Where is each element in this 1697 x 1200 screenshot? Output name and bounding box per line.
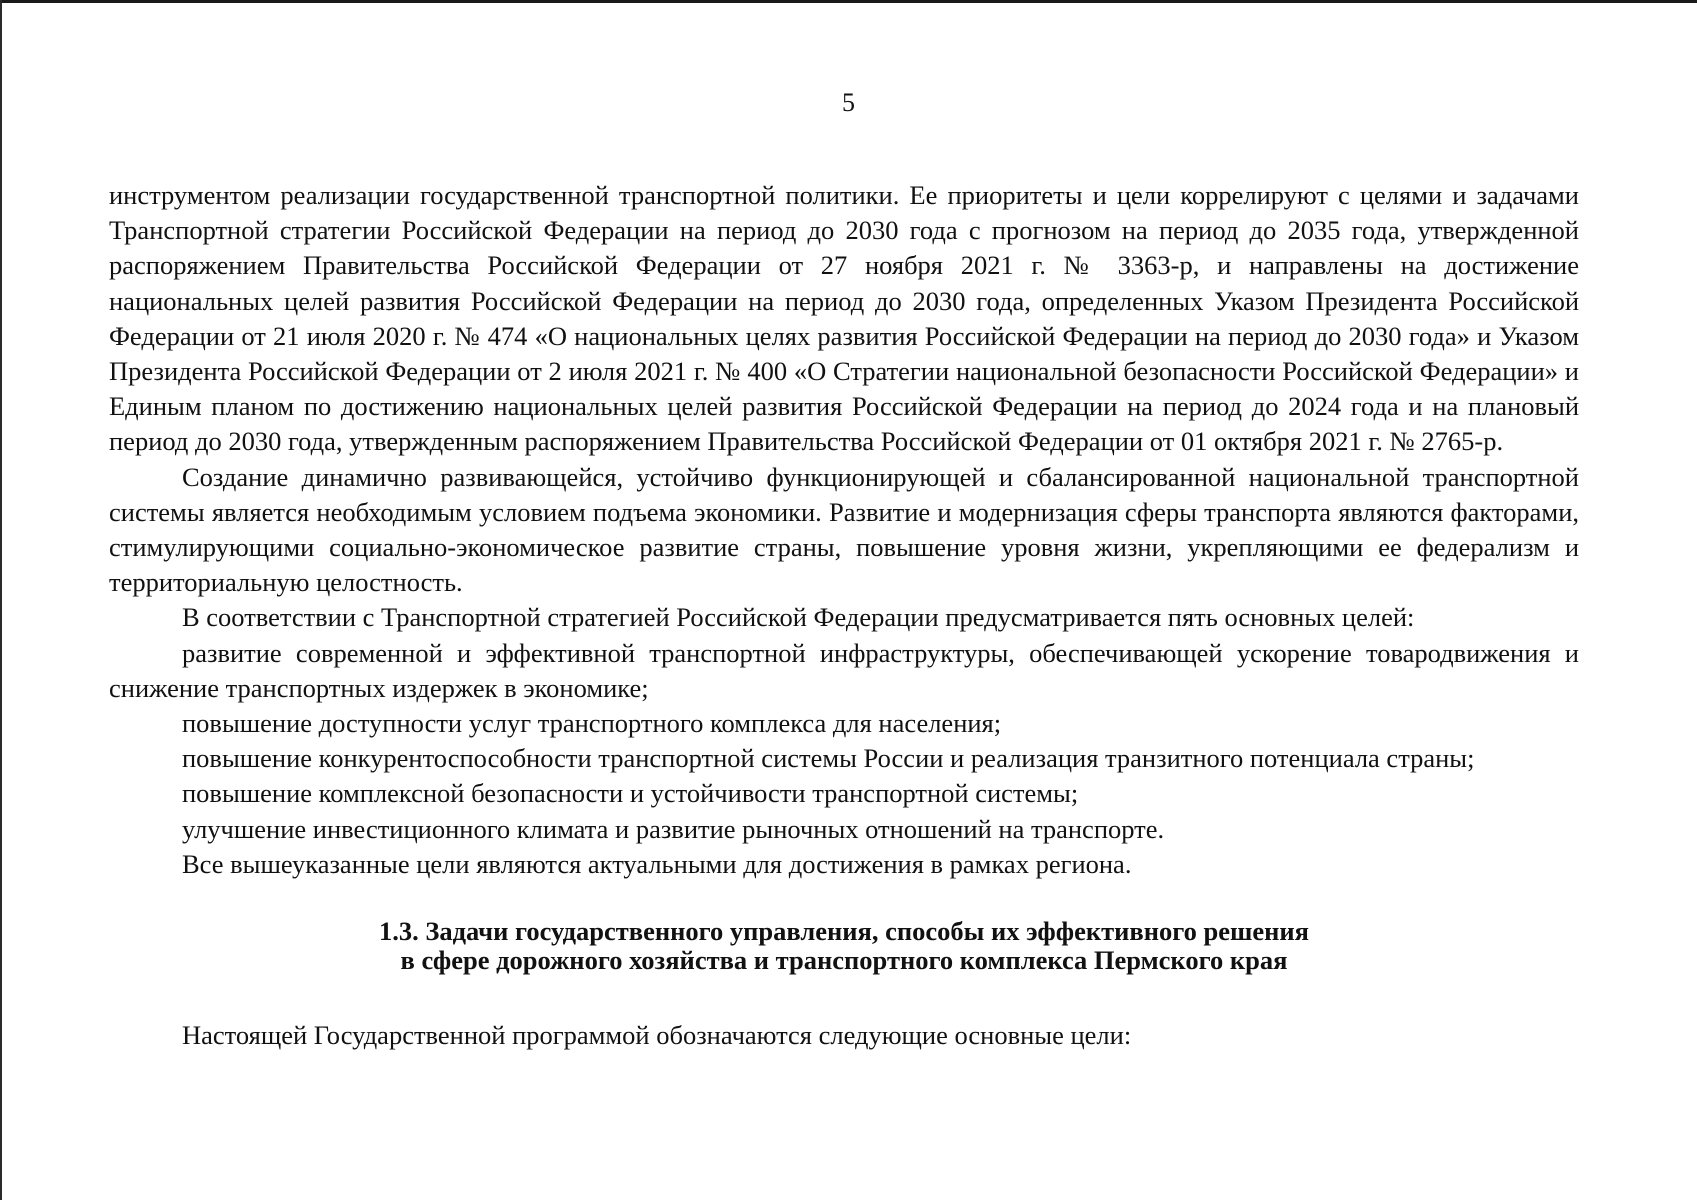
goal-item-safety: повышение комплексной безопасности и устойчивости транспортной системы;	[182, 778, 1079, 809]
section-heading	[109, 917, 1579, 975]
document-body	[109, 178, 1579, 1053]
paragraph-program-goals-intro: Настоящей Государственной программой обозначаются следующие основные цели:	[182, 1020, 1132, 1051]
goal-item-investment: улучшение инвестиционного климата и развитие рыночных отношений на транспорте.	[182, 813, 1165, 844]
page-number: 5	[842, 88, 855, 117]
paragraph-policy-continuation: инструментом реализации государственной транспортной политики. Ее приоритеты и цели коррелируют с целями и задачами Транспортной стратегии Российской Федерации на период до 2030 года с прогнозом на период до 2035 года, утвержденной распоряжением Правительства Российской Федерации от 27 ноября 2021 г. № 3363-р, и направлены на достижение национальных целей развития Российской Федерации на период до 2030 года, определенных Указом Президента Российской Федерации от 21 июля 2020 г. № 474 «О национальных целях развития Российской Федерации на период до 2030 года» и Указом Президента Российской Федерации от 2 июля 2021 г. № 400 «О Стратегии национальной безопасности Российской Федерации» и Единым планом по достижению национальных целей развития Российской Федерации на период до 2024 года и на плановый период до 2030 года, утвержденным распоряжением Правительства Российской Федерации от 01 октября 2021 г. № 2765-р.	[109, 180, 1579, 457]
scan-border-top	[0, 0, 1697, 3]
section-heading-line-2: в сфере дорожного хозяйства и транспортного комплекса Пермского края	[400, 945, 1288, 976]
scan-border-left	[0, 0, 2, 1200]
goal-item-competitiveness: повышение конкурентоспособности транспортной системы России и реализация транзитного потенциала страны;	[182, 743, 1475, 774]
goals-summary: Все вышеуказанные цели являются актуальными для достижения в рамках региона.	[182, 848, 1132, 879]
goal-item-accessibility: повышение доступности услуг транспортного комплекса для населения;	[182, 708, 1002, 739]
paragraph-goals-intro: В соответствии с Транспортной стратегией Российской Федерации предусматривается пять основных целей:	[182, 602, 1415, 633]
paragraph-transport-system: Создание динамично развивающейся, устойчиво функционирующей и сбалансированной национальной транспортной системы является необходимым условием подъема экономики. Развитие и модернизация сферы транспорта являются факторами, стимулирующими социально-экономическое развитие страны, повышение уровня жизни, укрепляющими ее федерализм и территориальную целостность.	[109, 461, 1579, 598]
section-heading-line-1: 1.3. Задачи государственного управления, способы их эффективного решения	[378, 916, 1310, 947]
goal-item-infrastructure: развитие современной и эффективной транспортной инфраструктуры, обеспечивающей ускорение товародвижения и снижение транспортных издержек в экономике;	[109, 637, 1579, 703]
